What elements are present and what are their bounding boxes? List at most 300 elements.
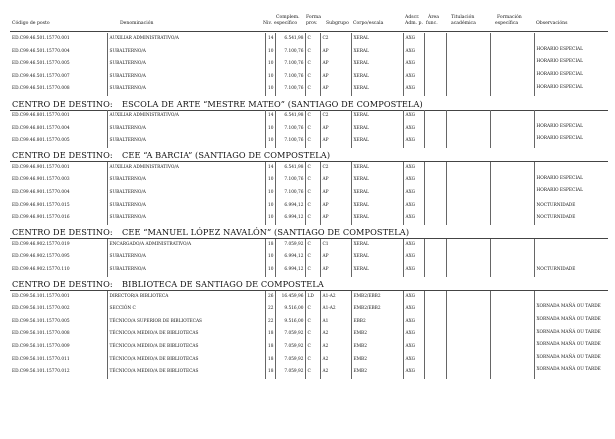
cell-formacion [490, 291, 534, 304]
cell-titulacion [446, 328, 490, 341]
cell-denominacion: SECCIÓN C [107, 303, 265, 316]
header-complemento-bottom: específico [274, 21, 298, 26]
cell-forma: C [305, 316, 320, 329]
table-row [10, 123, 608, 136]
cell-forma: C [305, 239, 320, 252]
cell-code: ED.C99.46.902.15770.110 [12, 267, 70, 272]
cell-titulacion [446, 71, 490, 84]
cell-subgrupo: A2 [320, 341, 351, 354]
cell-adscr: AXG [403, 264, 424, 277]
cell-formacion [490, 341, 534, 354]
cell-complemento: 16.459,96 [275, 291, 305, 304]
cell-subgrupo: C2 [320, 162, 351, 175]
cell-formacion [490, 212, 534, 225]
cell-denominacion: SUBALTERNO/A [107, 264, 265, 277]
cell-denominacion: SUBALTERNO/A [107, 200, 265, 213]
cell-adscr: AXG [403, 291, 424, 304]
cell-area [424, 328, 446, 341]
table-row [10, 316, 608, 329]
cell-nivel: 10 [265, 58, 275, 71]
cell-forma: C [305, 71, 320, 84]
cell-nivel: 10 [265, 46, 275, 59]
cell-nivel: 10 [265, 264, 275, 277]
cell-area [424, 212, 446, 225]
cell-code: ED.C99.46.901.15770.001 [12, 164, 70, 170]
cell-formacion [490, 46, 534, 59]
cell-code: ED.C99.56.101.15770.008 [12, 331, 70, 337]
cell-adscr: AXG [403, 239, 424, 252]
header-adscr-top: Adscr. [405, 15, 420, 20]
cell-formacion [490, 135, 534, 148]
table-row [10, 135, 608, 148]
cell-forma: C [305, 328, 320, 341]
cell-forma: C [305, 212, 320, 225]
cell-titulacion [446, 239, 490, 252]
cell-corpo: XERAL [351, 33, 403, 46]
cell-observacions [534, 162, 608, 175]
cell-subgrupo: C2 [320, 110, 351, 123]
header-titulacion-bottom: académica [451, 21, 476, 26]
cell-corpo: XERAL [351, 71, 403, 84]
cell-adscr: AXG [403, 251, 424, 264]
cell-adscr: AXG [403, 174, 424, 187]
cell-observacions [534, 251, 608, 264]
cell-area [424, 303, 446, 316]
cell-corpo: XERAL [351, 174, 403, 187]
cell-nivel: 10 [265, 187, 275, 200]
cell-code: ED.C99.46.901.15770.003 [12, 177, 70, 183]
cell-code: ED.C99.46.501.15770.008 [12, 86, 70, 92]
cell-observacions: XORNADA MAÑÁ OU TARDE [534, 328, 608, 341]
cell-forma: C [305, 187, 320, 200]
cell-formacion [490, 58, 534, 71]
cell-corpo: XERAL [351, 200, 403, 213]
cell-corpo: EMB2 [351, 341, 403, 354]
header-observacions: Observacións [536, 21, 568, 26]
cell-titulacion [446, 46, 490, 59]
cell-adscr: AXG [403, 366, 424, 379]
cell-observacions: NOCTURNIDADE [534, 264, 608, 277]
cell-titulacion [446, 33, 490, 46]
cell-complemento: 7.100,76 [275, 187, 305, 200]
cell-complemento: 7.100,76 [275, 58, 305, 71]
cell-subgrupo: C1 [320, 239, 351, 252]
cell-area [424, 366, 446, 379]
cell-observacions: HORARIO ESPECIAL [534, 123, 608, 136]
table-row [10, 264, 608, 277]
cell-corpo: XERAL [351, 58, 403, 71]
header-complemento-top: Complem. [276, 15, 300, 20]
section-title: BIBLIOTECA DE SANTIAGO DE COMPOSTELA [122, 279, 324, 290]
cell-complemento: 6.994,12 [275, 212, 305, 225]
cell-forma: C [305, 303, 320, 316]
cell-complemento: 7.100,76 [275, 135, 305, 148]
cell-nivel: 18 [265, 239, 275, 252]
header-nivel: Niv. [263, 21, 272, 26]
cell-subgrupo: A1 [320, 316, 351, 329]
cell-code: ED.C99.46.501.15770.007 [12, 73, 70, 79]
cell-complemento: 7.059,92 [275, 328, 305, 341]
cell-corpo: EBB2 [351, 316, 403, 329]
cell-code: ED.C99.46.902.15770.019 [12, 241, 70, 247]
cell-complemento: 6.541,98 [275, 33, 305, 46]
cell-corpo: EMB2/EBB2 [351, 291, 403, 304]
cell-adscr: AXG [403, 316, 424, 329]
cell-forma: C [305, 162, 320, 175]
cell-nivel: 10 [265, 123, 275, 136]
cell-subgrupo: C2 [320, 33, 351, 46]
cell-code: ED.C99.46.801.15770.001 [12, 113, 70, 118]
cell-adscr: AXG [403, 33, 424, 46]
cell-forma: C [305, 123, 320, 136]
cell-observacions: HORARIO ESPECIAL [534, 135, 608, 148]
cell-forma: LD [305, 291, 320, 304]
cell-forma: C [305, 58, 320, 71]
cell-observacions: HORARIO ESPECIAL [534, 58, 608, 71]
cell-nivel: 10 [265, 135, 275, 148]
cell-corpo: EMB2 [351, 354, 403, 367]
cell-subgrupo: A2 [320, 328, 351, 341]
cell-nivel: 10 [265, 251, 275, 264]
header-formacion-bottom: específica [495, 21, 519, 26]
cell-subgrupo: AP [320, 83, 351, 96]
cell-complemento: 6.994,12 [275, 264, 305, 277]
cell-adscr: AXG [403, 200, 424, 213]
cell-titulacion [446, 83, 490, 96]
cell-area [424, 110, 446, 123]
cell-code: ED.C99.56.101.15770.001 [12, 293, 70, 299]
cell-observacions: HORARIO ESPECIAL [534, 187, 608, 200]
cell-titulacion [446, 366, 490, 379]
cell-forma: C [305, 366, 320, 379]
cell-area [424, 264, 446, 277]
cell-subgrupo: AP [320, 58, 351, 71]
cell-titulacion [446, 187, 490, 200]
cell-formacion [490, 200, 534, 213]
cell-area [424, 316, 446, 329]
cell-complemento: 7.100,76 [275, 174, 305, 187]
cell-complemento: 7.059,92 [275, 341, 305, 354]
section-heading [12, 279, 324, 289]
cell-formacion [490, 251, 534, 264]
table-row [10, 200, 608, 213]
table-row [10, 33, 608, 46]
table-row [10, 58, 608, 71]
cell-area [424, 58, 446, 71]
cell-denominacion: SUBALTERNO/A [107, 187, 265, 200]
cell-nivel: 10 [265, 71, 275, 84]
cell-denominacion: AUXILIAR ADMINISTRATIVO/A [107, 162, 265, 175]
cell-nivel: 14 [265, 33, 275, 46]
table-row [10, 366, 608, 379]
section-heading [12, 99, 423, 109]
cell-corpo: XERAL [351, 187, 403, 200]
cell-area [424, 251, 446, 264]
cell-nivel: 10 [265, 212, 275, 225]
cell-subgrupo: AP [320, 187, 351, 200]
cell-area [424, 187, 446, 200]
section-label: CENTRO DE DESTINO: [12, 279, 113, 290]
cell-subgrupo: AP [320, 264, 351, 277]
cell-complemento: 6.994,12 [275, 251, 305, 264]
cell-area [424, 83, 446, 96]
cell-area [424, 33, 446, 46]
cell-complemento: 7.100,76 [275, 123, 305, 136]
cell-titulacion [446, 251, 490, 264]
table-row [10, 328, 608, 341]
cell-titulacion [446, 212, 490, 225]
cell-formacion [490, 162, 534, 175]
cell-code: ED.C99.46.801.15770.004 [12, 125, 70, 131]
cell-code: ED.C99.56.101.15770.002 [12, 306, 70, 312]
cell-observacions: HORARIO ESPECIAL [534, 46, 608, 59]
cell-denominacion: SUBALTERNO/A [107, 212, 265, 225]
header-formacion-top: Formación [497, 15, 522, 20]
cell-subgrupo: AP [320, 46, 351, 59]
table-row [10, 341, 608, 354]
cell-observacions: NOCTURNIDADE [534, 212, 608, 225]
cell-subgrupo: AP [320, 212, 351, 225]
cell-complemento: 7.059,92 [275, 366, 305, 379]
cell-nivel: 18 [265, 366, 275, 379]
cell-nivel: 18 [265, 354, 275, 367]
cell-adscr: AXG [403, 162, 424, 175]
cell-complemento: 6.541,98 [275, 110, 305, 123]
cell-area [424, 71, 446, 84]
header-codigo: Código de posto [12, 21, 50, 26]
cell-adscr: AXG [403, 83, 424, 96]
cell-denominacion: TÉCNICO/A MEDIO/A DE BIBLIOTECAS [107, 328, 265, 341]
cell-nivel: 26 [265, 291, 275, 304]
cell-adscr: AXG [403, 135, 424, 148]
header-rule [10, 31, 608, 32]
cell-corpo: XERAL [351, 239, 403, 252]
header-corpo: Corpo/escala [353, 21, 384, 26]
cell-code: ED.C99.46.501.15770.001 [12, 36, 70, 41]
table-row [10, 110, 608, 123]
cell-nivel: 10 [265, 83, 275, 96]
header-area-bottom: func. [426, 21, 438, 26]
section-label: CENTRO DE DESTINO: [12, 150, 113, 161]
cell-forma: C [305, 251, 320, 264]
cell-formacion [490, 328, 534, 341]
table-row [10, 239, 608, 252]
cell-denominacion: SUBALTERNO/A [107, 71, 265, 84]
cell-formacion [490, 366, 534, 379]
cell-code: ED.C99.46.901.15770.004 [12, 190, 70, 195]
cell-subgrupo: A2 [320, 354, 351, 367]
cell-area [424, 135, 446, 148]
header-titulacion-top: Titulación [451, 15, 475, 20]
cell-formacion [490, 71, 534, 84]
cell-code: ED.C99.46.501.15770.004 [12, 48, 70, 54]
table-row [10, 187, 608, 200]
cell-subgrupo: A2 [320, 366, 351, 379]
cell-adscr: AXG [403, 71, 424, 84]
table-row [10, 212, 608, 225]
cell-adscr: AXG [403, 58, 424, 71]
table-row [10, 251, 608, 264]
cell-titulacion [446, 58, 490, 71]
cell-observacions: NOCTURNIDADE [534, 200, 608, 213]
cell-formacion [490, 110, 534, 123]
cell-titulacion [446, 123, 490, 136]
cell-complemento: 7.100,76 [275, 71, 305, 84]
cell-subgrupo: A1-A2 [320, 303, 351, 316]
cell-titulacion [446, 354, 490, 367]
cell-corpo: XERAL [351, 46, 403, 59]
cell-nivel: 18 [265, 341, 275, 354]
cell-subgrupo: AP [320, 123, 351, 136]
header-area-top: Área [428, 15, 439, 20]
table-row [10, 291, 608, 304]
cell-observacions: XORNADA MAÑÁ OU TARDE [534, 354, 608, 367]
cell-forma: C [305, 33, 320, 46]
cell-area [424, 341, 446, 354]
cell-titulacion [446, 200, 490, 213]
cell-code: ED.C99.46.801.15770.005 [12, 138, 70, 144]
cell-adscr: AXG [403, 46, 424, 59]
cell-denominacion: ENCARGADO/A ADMINISTRATIVO/A [107, 239, 265, 252]
cell-code: ED.C99.46.901.15770.015 [12, 202, 70, 208]
cell-titulacion [446, 264, 490, 277]
cell-complemento: 7.100,76 [275, 46, 305, 59]
cell-corpo: XERAL [351, 135, 403, 148]
cell-titulacion [446, 291, 490, 304]
cell-observacions: XORNADA MAÑÁ OU TARDE [534, 341, 608, 354]
cell-observacions [534, 239, 608, 252]
cell-corpo: XERAL [351, 162, 403, 175]
cell-denominacion: TÉCNICO/A MEDIO/A DE BIBLIOTECAS [107, 354, 265, 367]
cell-observacions: HORARIO ESPECIAL [534, 71, 608, 84]
cell-nivel: 10 [265, 174, 275, 187]
cell-subgrupo: AP [320, 251, 351, 264]
cell-adscr: AXG [403, 303, 424, 316]
cell-formacion [490, 354, 534, 367]
section-title: ESCOLA DE ARTE “MESTRE MATEO” (SANTIAGO DE COMPOSTELA) [122, 98, 423, 109]
cell-forma: C [305, 174, 320, 187]
cell-forma: C [305, 354, 320, 367]
cell-code: ED.C99.46.501.15770.005 [12, 61, 70, 67]
cell-formacion [490, 264, 534, 277]
cell-formacion [490, 239, 534, 252]
cell-titulacion [446, 162, 490, 175]
cell-denominacion: AUXILIAR ADMINISTRATIVO/A [107, 33, 265, 46]
cell-formacion [490, 187, 534, 200]
cell-denominacion: SUBALTERNO/A [107, 123, 265, 136]
cell-corpo: EMB2/EBB2 [351, 303, 403, 316]
table-row [10, 71, 608, 84]
header-subgrupo: Subgrupo [326, 21, 349, 26]
section-heading [12, 150, 330, 160]
cell-area [424, 46, 446, 59]
cell-observacions: HORARIO ESPECIAL [534, 83, 608, 96]
cell-subgrupo: AP [320, 135, 351, 148]
cell-nivel: 10 [265, 200, 275, 213]
cell-corpo: XERAL [351, 110, 403, 123]
cell-corpo: XERAL [351, 251, 403, 264]
cell-nivel: 18 [265, 328, 275, 341]
table-header [10, 15, 608, 31]
cell-observacions: XORNADA MAÑÁ OU TARDE [534, 366, 608, 379]
cell-titulacion [446, 341, 490, 354]
table-row [10, 83, 608, 96]
cell-forma: C [305, 46, 320, 59]
cell-denominacion: SUBALTERNO/A [107, 135, 265, 148]
header-forma-bottom: prov. [306, 21, 318, 26]
cell-code: ED.C99.56.101.15770.011 [12, 356, 70, 362]
cell-observacions [534, 291, 608, 304]
table-row [10, 46, 608, 59]
cell-observacions [534, 33, 608, 46]
cell-forma: C [305, 135, 320, 148]
cell-corpo: XERAL [351, 83, 403, 96]
cell-area [424, 239, 446, 252]
header-adscr-bottom: Adm. p. [405, 21, 423, 26]
cell-observacions: XORNADA MAÑÁ OU TARDE [534, 316, 608, 329]
section-label: CENTRO DE DESTINO: [12, 98, 113, 109]
cell-denominacion: TÉCNICO/A SUPERIOR DE BIBLIOTECAS [107, 316, 265, 329]
cell-corpo: XERAL [351, 212, 403, 225]
header-denominacion: Denominación [120, 21, 154, 26]
cell-formacion [490, 123, 534, 136]
cell-denominacion: TÉCNICO/A MEDIO/A DE BIBLIOTECAS [107, 366, 265, 379]
cell-forma: C [305, 83, 320, 96]
cell-denominacion: DIRECTOR/A BIBLIOTECA [107, 291, 265, 304]
cell-forma: C [305, 110, 320, 123]
cell-nivel: 22 [265, 316, 275, 329]
cell-subgrupo: A1-A2 [320, 291, 351, 304]
section-title: CEE “MANUEL LÓPEZ NAVALÓN” (SANTIAGO DE COMPOSTELA) [122, 227, 410, 238]
cell-corpo: EMB2 [351, 328, 403, 341]
cell-adscr: AXG [403, 110, 424, 123]
section-title: CEE “A BARCIA” (SANTIAGO DE COMPOSTELA) [122, 150, 331, 161]
cell-complemento: 9.516,00 [275, 316, 305, 329]
cell-titulacion [446, 303, 490, 316]
cell-subgrupo: AP [320, 200, 351, 213]
cell-formacion [490, 174, 534, 187]
cell-complemento: 7.059,92 [275, 354, 305, 367]
cell-forma: C [305, 200, 320, 213]
cell-subgrupo: AP [320, 71, 351, 84]
cell-adscr: AXG [403, 328, 424, 341]
cell-nivel: 14 [265, 162, 275, 175]
cell-denominacion: SUBALTERNO/A [107, 83, 265, 96]
cell-code: ED.C99.56.101.15770.009 [12, 344, 70, 349]
cell-corpo: XERAL [351, 264, 403, 277]
section-label: CENTRO DE DESTINO: [12, 227, 113, 238]
cell-titulacion [446, 135, 490, 148]
cell-corpo: EMB2 [351, 366, 403, 379]
cell-observacions: HORARIO ESPECIAL [534, 174, 608, 187]
cell-observacions: XORNADA MAÑÁ OU TARDE [534, 303, 608, 316]
cell-adscr: AXG [403, 187, 424, 200]
cell-formacion [490, 33, 534, 46]
cell-adscr: AXG [403, 354, 424, 367]
cell-complemento: 6.541,98 [275, 162, 305, 175]
cell-complemento: 7.059,92 [275, 239, 305, 252]
cell-area [424, 123, 446, 136]
cell-titulacion [446, 110, 490, 123]
table-row [10, 174, 608, 187]
cell-nivel: 22 [265, 303, 275, 316]
cell-denominacion: AUXILIAR ADMINISTRATIVO/A [107, 110, 265, 123]
section-heading [12, 227, 409, 237]
cell-nivel: 14 [265, 110, 275, 123]
cell-code: ED.C99.46.901.15770.016 [12, 215, 70, 221]
cell-forma: C [305, 264, 320, 277]
cell-observacions [534, 110, 608, 123]
